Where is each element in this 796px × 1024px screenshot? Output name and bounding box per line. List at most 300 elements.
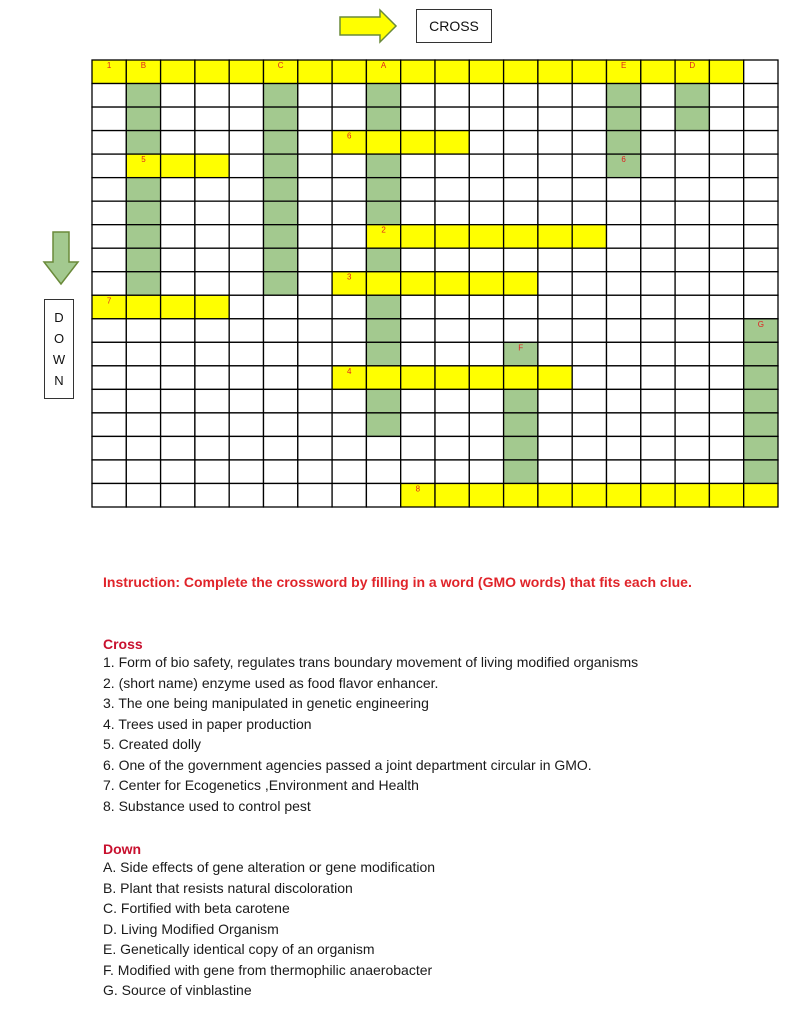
grid-cell[interactable] (195, 178, 229, 202)
grid-cell[interactable] (126, 225, 160, 249)
grid-cell[interactable] (332, 483, 366, 507)
grid-cell[interactable] (229, 131, 263, 155)
grid-cell[interactable] (401, 436, 435, 460)
grid-cell[interactable] (435, 483, 469, 507)
grid-cell[interactable] (401, 248, 435, 272)
grid-cell[interactable] (675, 460, 709, 484)
grid-cell[interactable] (92, 201, 126, 225)
grid-cell[interactable] (366, 107, 400, 131)
grid-cell[interactable] (504, 201, 538, 225)
grid-cell[interactable] (538, 107, 572, 131)
grid-cell[interactable] (572, 413, 606, 437)
grid-cell[interactable] (709, 413, 743, 437)
grid-cell[interactable] (709, 319, 743, 343)
grid-cell[interactable] (641, 460, 675, 484)
grid-cell[interactable] (195, 272, 229, 296)
grid-cell[interactable] (401, 178, 435, 202)
grid-cell[interactable] (401, 84, 435, 108)
grid-cell[interactable] (92, 154, 126, 178)
grid-cell[interactable] (298, 389, 332, 413)
grid-cell[interactable] (538, 342, 572, 366)
grid-cell[interactable] (264, 460, 298, 484)
grid-cell[interactable] (641, 84, 675, 108)
grid-cell[interactable] (161, 248, 195, 272)
grid-cell[interactable] (161, 436, 195, 460)
grid-cell[interactable] (298, 272, 332, 296)
grid-cell[interactable] (572, 342, 606, 366)
grid-cell[interactable] (709, 131, 743, 155)
grid-cell[interactable] (229, 342, 263, 366)
grid-cell[interactable] (538, 413, 572, 437)
grid-cell[interactable] (675, 436, 709, 460)
grid-cell[interactable] (504, 413, 538, 437)
grid-cell[interactable] (126, 483, 160, 507)
grid-cell[interactable] (607, 201, 641, 225)
grid-cell[interactable] (675, 178, 709, 202)
grid-cell[interactable] (572, 201, 606, 225)
grid-cell[interactable] (435, 154, 469, 178)
grid-cell[interactable] (366, 436, 400, 460)
grid-cell[interactable] (607, 342, 641, 366)
grid-cell[interactable] (332, 60, 366, 84)
grid-cell[interactable] (641, 389, 675, 413)
grid-cell[interactable] (92, 389, 126, 413)
grid-cell[interactable] (126, 342, 160, 366)
grid-cell[interactable] (161, 389, 195, 413)
grid-cell[interactable] (298, 225, 332, 249)
grid-cell[interactable] (195, 436, 229, 460)
grid-cell[interactable] (298, 319, 332, 343)
grid-cell[interactable] (744, 154, 778, 178)
grid-cell[interactable] (332, 319, 366, 343)
grid-cell[interactable] (572, 295, 606, 319)
grid-cell[interactable] (641, 342, 675, 366)
grid-cell[interactable] (675, 342, 709, 366)
grid-cell[interactable] (298, 154, 332, 178)
grid-cell[interactable] (332, 84, 366, 108)
grid-cell[interactable] (469, 248, 503, 272)
grid-cell[interactable] (264, 248, 298, 272)
grid-cell[interactable] (572, 319, 606, 343)
grid-cell[interactable] (675, 319, 709, 343)
grid-cell[interactable] (298, 413, 332, 437)
grid-cell[interactable] (229, 248, 263, 272)
grid-cell[interactable] (504, 131, 538, 155)
grid-cell[interactable] (675, 107, 709, 131)
grid-cell[interactable] (366, 413, 400, 437)
grid-cell[interactable] (195, 107, 229, 131)
grid-cell[interactable] (126, 366, 160, 390)
grid-cell[interactable] (161, 342, 195, 366)
grid-cell[interactable] (641, 413, 675, 437)
grid-cell[interactable] (435, 84, 469, 108)
grid-cell[interactable] (607, 295, 641, 319)
grid-cell[interactable] (538, 178, 572, 202)
grid-cell[interactable] (264, 201, 298, 225)
grid-cell[interactable] (92, 178, 126, 202)
grid-cell[interactable] (469, 295, 503, 319)
grid-cell[interactable] (538, 131, 572, 155)
grid-cell[interactable] (504, 366, 538, 390)
grid-cell[interactable] (469, 272, 503, 296)
grid-cell[interactable] (298, 342, 332, 366)
grid-cell[interactable] (435, 295, 469, 319)
grid-cell[interactable] (641, 272, 675, 296)
grid-cell[interactable] (504, 460, 538, 484)
grid-cell[interactable] (744, 272, 778, 296)
grid-cell[interactable] (366, 295, 400, 319)
grid-cell[interactable] (401, 225, 435, 249)
grid-cell[interactable] (92, 131, 126, 155)
grid-cell[interactable] (229, 60, 263, 84)
grid-cell[interactable] (126, 413, 160, 437)
grid-cell[interactable] (366, 272, 400, 296)
grid-cell[interactable] (709, 366, 743, 390)
grid-cell[interactable] (607, 483, 641, 507)
grid-cell[interactable] (469, 84, 503, 108)
grid-cell[interactable] (641, 201, 675, 225)
grid-cell[interactable] (641, 178, 675, 202)
grid-cell[interactable] (264, 389, 298, 413)
grid-cell[interactable] (435, 201, 469, 225)
grid-cell[interactable] (264, 272, 298, 296)
grid-cell[interactable] (504, 295, 538, 319)
grid-cell[interactable] (229, 178, 263, 202)
grid-cell[interactable] (469, 342, 503, 366)
grid-cell[interactable] (298, 107, 332, 131)
grid-cell[interactable] (92, 107, 126, 131)
grid-cell[interactable] (709, 436, 743, 460)
grid-cell[interactable] (572, 107, 606, 131)
grid-cell[interactable] (366, 84, 400, 108)
grid-cell[interactable] (161, 413, 195, 437)
grid-cell[interactable] (607, 366, 641, 390)
grid-cell[interactable] (332, 178, 366, 202)
grid-cell[interactable] (607, 460, 641, 484)
grid-cell[interactable] (709, 84, 743, 108)
grid-cell[interactable] (709, 178, 743, 202)
grid-cell[interactable] (435, 342, 469, 366)
grid-cell[interactable] (298, 60, 332, 84)
grid-cell[interactable] (469, 413, 503, 437)
grid-cell[interactable] (298, 460, 332, 484)
grid-cell[interactable] (538, 225, 572, 249)
grid-cell[interactable] (401, 319, 435, 343)
grid-cell[interactable] (469, 107, 503, 131)
grid-cell[interactable] (366, 178, 400, 202)
grid-cell[interactable] (538, 460, 572, 484)
grid-cell[interactable] (435, 389, 469, 413)
grid-cell[interactable] (195, 319, 229, 343)
grid-cell[interactable] (435, 248, 469, 272)
grid-cell[interactable] (161, 295, 195, 319)
grid-cell[interactable] (401, 366, 435, 390)
grid-cell[interactable] (607, 248, 641, 272)
grid-cell[interactable] (92, 319, 126, 343)
grid-cell[interactable] (229, 319, 263, 343)
grid-cell[interactable] (161, 366, 195, 390)
grid-cell[interactable] (332, 201, 366, 225)
grid-cell[interactable] (709, 272, 743, 296)
grid-cell[interactable] (607, 131, 641, 155)
grid-cell[interactable] (126, 295, 160, 319)
grid-cell[interactable] (504, 60, 538, 84)
grid-cell[interactable] (572, 366, 606, 390)
grid-cell[interactable] (126, 178, 160, 202)
grid-cell[interactable] (366, 201, 400, 225)
grid-cell[interactable] (538, 483, 572, 507)
grid-cell[interactable] (469, 460, 503, 484)
grid-cell[interactable] (126, 272, 160, 296)
grid-cell[interactable] (641, 60, 675, 84)
grid-cell[interactable] (435, 178, 469, 202)
grid-cell[interactable] (435, 225, 469, 249)
grid-cell[interactable] (538, 319, 572, 343)
grid-cell[interactable] (572, 154, 606, 178)
grid-cell[interactable] (92, 483, 126, 507)
grid-cell[interactable] (401, 60, 435, 84)
grid-cell[interactable] (229, 483, 263, 507)
grid-cell[interactable] (572, 60, 606, 84)
grid-cell[interactable] (401, 272, 435, 296)
grid-cell[interactable] (264, 178, 298, 202)
grid-cell[interactable] (469, 131, 503, 155)
grid-cell[interactable] (744, 436, 778, 460)
grid-cell[interactable] (401, 154, 435, 178)
grid-cell[interactable] (126, 131, 160, 155)
grid-cell[interactable] (264, 366, 298, 390)
grid-cell[interactable] (641, 366, 675, 390)
grid-cell[interactable] (161, 107, 195, 131)
grid-cell[interactable] (435, 319, 469, 343)
grid-cell[interactable] (195, 460, 229, 484)
grid-cell[interactable] (504, 272, 538, 296)
grid-cell[interactable] (607, 84, 641, 108)
grid-cell[interactable] (469, 178, 503, 202)
grid-cell[interactable] (435, 272, 469, 296)
grid-cell[interactable] (195, 154, 229, 178)
grid-cell[interactable] (572, 248, 606, 272)
grid-cell[interactable] (675, 131, 709, 155)
grid-cell[interactable] (538, 154, 572, 178)
grid-cell[interactable] (675, 201, 709, 225)
grid-cell[interactable] (469, 201, 503, 225)
grid-cell[interactable] (298, 436, 332, 460)
grid-cell[interactable] (709, 460, 743, 484)
grid-cell[interactable] (641, 248, 675, 272)
grid-cell[interactable] (504, 389, 538, 413)
grid-cell[interactable] (607, 225, 641, 249)
grid-cell[interactable] (641, 319, 675, 343)
grid-cell[interactable] (709, 342, 743, 366)
grid-cell[interactable] (504, 154, 538, 178)
grid-cell[interactable] (161, 272, 195, 296)
grid-cell[interactable] (469, 483, 503, 507)
grid-cell[interactable] (161, 225, 195, 249)
grid-cell[interactable] (435, 60, 469, 84)
grid-cell[interactable] (469, 154, 503, 178)
grid-cell[interactable] (607, 107, 641, 131)
grid-cell[interactable] (469, 60, 503, 84)
grid-cell[interactable] (709, 107, 743, 131)
grid-cell[interactable] (229, 413, 263, 437)
grid-cell[interactable] (126, 201, 160, 225)
grid-cell[interactable] (504, 225, 538, 249)
grid-cell[interactable] (572, 389, 606, 413)
grid-cell[interactable] (92, 248, 126, 272)
grid-cell[interactable] (401, 201, 435, 225)
grid-cell[interactable] (744, 389, 778, 413)
grid-cell[interactable] (744, 178, 778, 202)
grid-cell[interactable] (607, 272, 641, 296)
grid-cell[interactable] (709, 225, 743, 249)
grid-cell[interactable] (504, 319, 538, 343)
grid-cell[interactable] (332, 413, 366, 437)
grid-cell[interactable] (504, 107, 538, 131)
grid-cell[interactable] (744, 131, 778, 155)
grid-cell[interactable] (641, 295, 675, 319)
grid-cell[interactable] (126, 436, 160, 460)
grid-cell[interactable] (92, 366, 126, 390)
grid-cell[interactable] (92, 413, 126, 437)
grid-cell[interactable] (675, 366, 709, 390)
grid-cell[interactable] (332, 460, 366, 484)
grid-cell[interactable] (229, 366, 263, 390)
grid-cell[interactable] (298, 201, 332, 225)
grid-cell[interactable] (744, 248, 778, 272)
grid-cell[interactable] (572, 84, 606, 108)
grid-cell[interactable] (504, 483, 538, 507)
grid-cell[interactable] (92, 436, 126, 460)
grid-cell[interactable] (401, 131, 435, 155)
grid-cell[interactable] (332, 225, 366, 249)
grid-cell[interactable] (572, 178, 606, 202)
grid-cell[interactable] (572, 460, 606, 484)
grid-cell[interactable] (435, 436, 469, 460)
grid-cell[interactable] (435, 131, 469, 155)
grid-cell[interactable] (572, 436, 606, 460)
grid-cell[interactable] (229, 225, 263, 249)
grid-cell[interactable] (607, 319, 641, 343)
grid-cell[interactable] (161, 84, 195, 108)
grid-cell[interactable] (401, 107, 435, 131)
grid-cell[interactable] (161, 483, 195, 507)
grid-cell[interactable] (607, 436, 641, 460)
grid-cell[interactable] (709, 295, 743, 319)
grid-cell[interactable] (675, 272, 709, 296)
grid-cell[interactable] (572, 131, 606, 155)
grid-cell[interactable] (469, 225, 503, 249)
grid-cell[interactable] (675, 483, 709, 507)
grid-cell[interactable] (332, 154, 366, 178)
grid-cell[interactable] (744, 366, 778, 390)
grid-cell[interactable] (161, 131, 195, 155)
grid-cell[interactable] (538, 389, 572, 413)
grid-cell[interactable] (538, 84, 572, 108)
grid-cell[interactable] (744, 460, 778, 484)
grid-cell[interactable] (401, 413, 435, 437)
grid-cell[interactable] (366, 389, 400, 413)
grid-cell[interactable] (401, 342, 435, 366)
grid-cell[interactable] (675, 154, 709, 178)
grid-cell[interactable] (264, 225, 298, 249)
grid-cell[interactable] (298, 366, 332, 390)
grid-cell[interactable] (161, 154, 195, 178)
grid-cell[interactable] (332, 248, 366, 272)
grid-cell[interactable] (709, 389, 743, 413)
grid-cell[interactable] (195, 483, 229, 507)
grid-cell[interactable] (229, 272, 263, 296)
grid-cell[interactable] (709, 60, 743, 84)
grid-cell[interactable] (229, 460, 263, 484)
grid-cell[interactable] (264, 107, 298, 131)
grid-cell[interactable] (504, 436, 538, 460)
grid-cell[interactable] (229, 154, 263, 178)
grid-cell[interactable] (538, 201, 572, 225)
grid-cell[interactable] (229, 107, 263, 131)
grid-cell[interactable] (195, 131, 229, 155)
grid-cell[interactable] (401, 460, 435, 484)
grid-cell[interactable] (675, 389, 709, 413)
grid-cell[interactable] (195, 84, 229, 108)
grid-cell[interactable] (195, 201, 229, 225)
grid-cell[interactable] (92, 272, 126, 296)
grid-cell[interactable] (264, 436, 298, 460)
grid-cell[interactable] (298, 131, 332, 155)
grid-cell[interactable] (298, 295, 332, 319)
grid-cell[interactable] (469, 319, 503, 343)
grid-cell[interactable] (161, 60, 195, 84)
grid-cell[interactable] (264, 319, 298, 343)
grid-cell[interactable] (572, 225, 606, 249)
grid-cell[interactable] (641, 225, 675, 249)
grid-cell[interactable] (366, 483, 400, 507)
grid-cell[interactable] (332, 295, 366, 319)
grid-cell[interactable] (366, 460, 400, 484)
grid-cell[interactable] (332, 389, 366, 413)
grid-cell[interactable] (641, 107, 675, 131)
grid-cell[interactable] (744, 84, 778, 108)
grid-cell[interactable] (332, 107, 366, 131)
grid-cell[interactable] (264, 483, 298, 507)
grid-cell[interactable] (675, 413, 709, 437)
grid-cell[interactable] (538, 248, 572, 272)
grid-cell[interactable] (366, 154, 400, 178)
grid-cell[interactable] (435, 413, 469, 437)
grid-cell[interactable] (709, 201, 743, 225)
grid-cell[interactable] (709, 483, 743, 507)
grid-cell[interactable] (435, 107, 469, 131)
grid-cell[interactable] (744, 413, 778, 437)
grid-cell[interactable] (126, 248, 160, 272)
grid-cell[interactable] (504, 84, 538, 108)
grid-cell[interactable] (229, 436, 263, 460)
grid-cell[interactable] (709, 248, 743, 272)
grid-cell[interactable] (298, 248, 332, 272)
grid-cell[interactable] (538, 60, 572, 84)
grid-cell[interactable] (572, 272, 606, 296)
grid-cell[interactable] (298, 84, 332, 108)
grid-cell[interactable] (607, 413, 641, 437)
grid-cell[interactable] (538, 272, 572, 296)
grid-cell[interactable] (161, 201, 195, 225)
grid-cell[interactable] (641, 436, 675, 460)
grid-cell[interactable] (744, 201, 778, 225)
grid-cell[interactable] (366, 342, 400, 366)
grid-cell[interactable] (641, 131, 675, 155)
grid-cell[interactable] (469, 366, 503, 390)
grid-cell[interactable] (332, 342, 366, 366)
